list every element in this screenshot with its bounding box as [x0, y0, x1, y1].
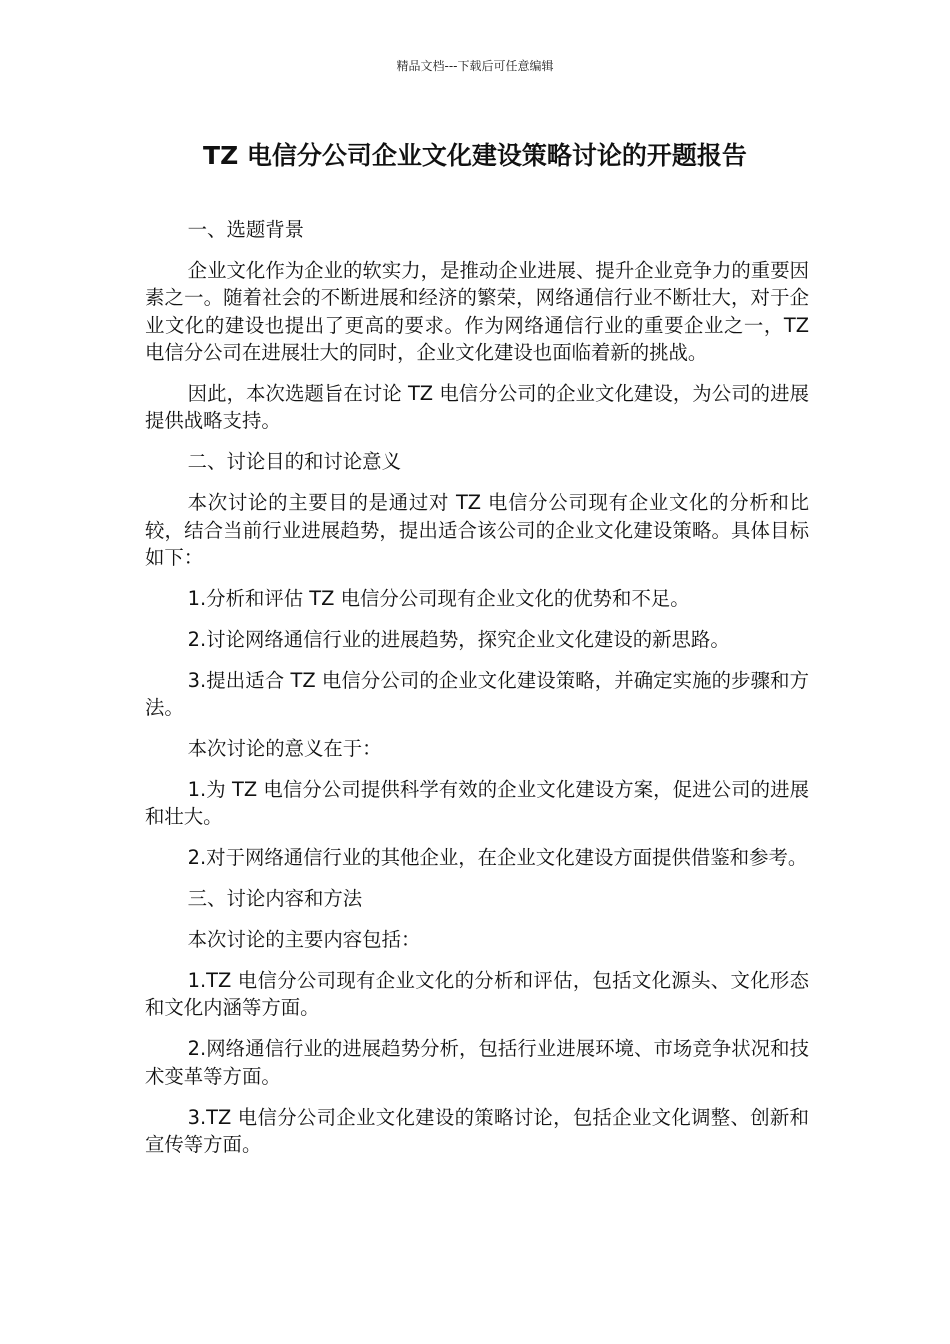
paragraph: 企业文化作为企业的软实力，是推动企业进展、提升企业竞争力的重要因素之一。随着社会的不断进展和经济的繁荣，网络通信行业不断壮大，对于企业文化的建设也提出了更高的要求。作为网络通信行业的重要企业之一，TZ 电信分公司在进展壮大的同时，企业文化建设也面临着新的挑战。: [145, 258, 809, 365]
document-body: [145, 216, 809, 1172]
list-item: 3.TZ 电信分公司企业文化建设的策略讨论，包括企业文化调整、创新和宣传等方面。: [145, 1105, 809, 1157]
section-heading-purpose: 二、讨论目的和讨论意义: [187, 450, 401, 474]
list-item: 2.对于网络通信行业的其他企业，在企业文化建设方面提供借鉴和参考。: [187, 846, 808, 870]
paragraph: 本次讨论的主要目的是通过对 TZ 电信分公司现有企业文化的分析和比较，结合当前行业进展趋势，提出适合该公司的企业文化建设策略。具体目标如下：: [145, 491, 809, 570]
list-item: 3.提出适合 TZ 电信分公司的企业文化建设策略，并确定实施的步骤和方法。: [145, 668, 809, 720]
header-note: 精品文档---下载后可任意编辑: [396, 59, 554, 73]
page-title: TZ 电信分公司企业文化建设策略讨论的开题报告: [203, 141, 747, 170]
list-item: 2.网络通信行业的进展趋势分析，包括行业进展环境、市场竞争状况和技术变革等方面。: [145, 1037, 809, 1088]
paragraph: 本次讨论的主要内容包括：: [187, 928, 421, 952]
list-item: 1.分析和评估 TZ 电信分公司现有企业文化的优势和不足。: [187, 586, 690, 610]
paragraph: 因此，本次选题旨在讨论 TZ 电信分公司的企业文化建设，为公司的进展提供战略支持。: [145, 382, 809, 433]
list-item: 1.TZ 电信分公司现有企业文化的分析和评估，包括文化源头、文化形态和文化内涵等方面。: [145, 969, 809, 1020]
list-item: 2.讨论网络通信行业的进展趋势，探究企业文化建设的新思路。: [187, 627, 730, 651]
section-heading-background: 一、选题背景: [187, 218, 305, 241]
section-heading-content-method: 三、讨论内容和方法: [187, 887, 363, 911]
list-item: 1.为 TZ 电信分公司提供科学有效的企业文化建设方案，促进公司的进展和壮大。: [145, 778, 809, 829]
paragraph: 本次讨论的意义在于：: [187, 737, 382, 761]
